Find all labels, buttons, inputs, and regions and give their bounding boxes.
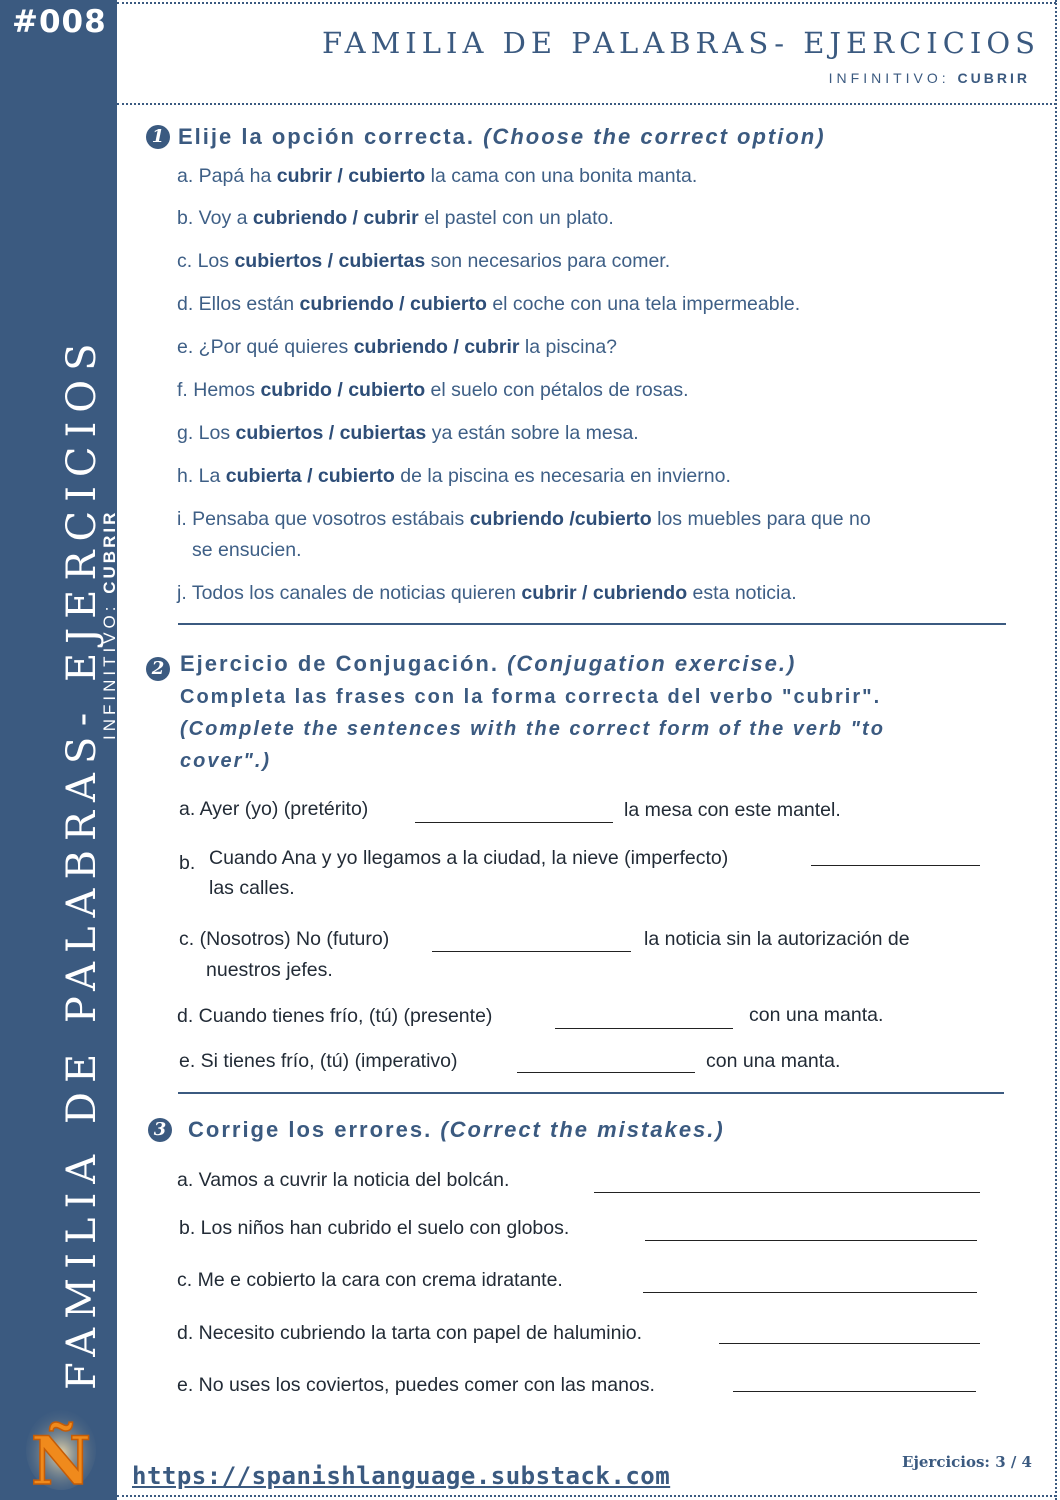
s1-item-i-options: cubriendo /cubierto (469, 508, 652, 530)
s1-item-f (177, 379, 689, 402)
s2-item-b-blank[interactable] (811, 865, 980, 866)
s2-item-e-blank[interactable] (517, 1072, 695, 1073)
s2-item-b: Cuando Ana y yo llegamos a la ciudad, la nieve (imperfecto) (209, 847, 729, 869)
section-3-number: 3 (148, 1118, 172, 1142)
s1-item-e-post: la piscina? (519, 336, 618, 358)
s1-item-b-options: cubriendo / cubrir (252, 207, 419, 229)
section-1-title: Elije la opción correcta. (178, 124, 475, 149)
section-2-number: 2 (146, 657, 170, 681)
s2-item-d-post: con una manta. (749, 1004, 884, 1026)
s3-item-b-blank[interactable] (645, 1240, 977, 1241)
s2-item-d-blank[interactable] (555, 1028, 733, 1029)
s1-item-b (177, 207, 614, 230)
page-number: Ejercicios: 3 / 4 (902, 1453, 1032, 1471)
section-2-divider (178, 1092, 1004, 1094)
issue-badge: #008 (12, 4, 107, 40)
s1-item-e-pre: e. ¿Por qué quieres (177, 336, 354, 358)
s1-item-a-pre: a. Papá ha (177, 165, 277, 187)
section-2-instruction-en-1 (180, 718, 885, 741)
s1-item-i-cont: se ensucien. (192, 539, 302, 561)
s1-item-g-pre: g. Los (177, 422, 236, 444)
section-1-number: 1 (146, 125, 170, 149)
s2-item-c-blank[interactable] (432, 951, 631, 952)
s1-item-c-options: cubiertos / cubiertas (234, 250, 426, 272)
s3-item-d: d. Necesito cubriendo la tarta con papel de haluminio. (177, 1322, 643, 1344)
s2-item-d: d. Cuando tienes frío, (tú) (presente) (177, 1005, 493, 1027)
s3-item-a: a. Vamos a cuvrir la noticia del bolcán. (177, 1169, 510, 1191)
s1-item-h-options: cubierta / cubierto (225, 465, 395, 487)
section-2-instruction-en-1-text: (Complete the sentences with the correct form of the verb "to (180, 718, 885, 740)
section-1-divider (178, 623, 1006, 625)
section-2-instruction-en-2 (180, 750, 271, 773)
s2-item-b-cont: las calles. (209, 877, 295, 899)
vertical-subtitle-verb: CUBRIR (100, 509, 119, 594)
s1-item-b-post: el pastel con un plato. (418, 207, 614, 229)
s1-item-d-pre: d. Ellos están (177, 293, 300, 315)
subtitle-verb: CUBRIR (957, 70, 1030, 86)
section-2-title: Ejercicio de Conjugación. (180, 651, 499, 676)
s1-item-h-post: de la piscina es necesaria en invierno. (394, 465, 731, 487)
s3-item-b: b. Los niños han cubrido el suelo con globos. (179, 1217, 570, 1239)
subtitle-prefix: INFINITIVO: (828, 70, 958, 86)
logo-letter: Ñ (30, 1422, 92, 1490)
section-1-heading (178, 124, 826, 150)
s1-item-e (177, 336, 617, 359)
s1-item-d-options: cubriendo / cubierto (299, 293, 487, 315)
bottom-border (117, 1495, 1056, 1497)
section-3-title-en: (Correct the mistakes.) (440, 1117, 725, 1142)
s3-item-c-blank[interactable] (643, 1292, 977, 1293)
s1-item-a-post: la cama con una bonita manta. (425, 165, 698, 187)
s2-item-a-post: la mesa con este mantel. (624, 799, 841, 821)
s2-item-c-cont: nuestros jefes. (206, 959, 333, 981)
s3-item-a-blank[interactable] (594, 1192, 980, 1193)
section-1-title-en: (Choose the correct option) (483, 124, 826, 149)
header-divider (117, 103, 1056, 105)
s1-item-i (177, 508, 871, 531)
s3-item-e: e. No uses los coviertos, puedes comer con las manos. (177, 1374, 655, 1396)
section-2-instruction: Completa las frases con la forma correcta del verbo "cubrir". (180, 686, 882, 708)
page-subtitle (829, 70, 1030, 86)
s1-item-g-options: cubiertos / cubiertas (235, 422, 427, 444)
s1-item-g (177, 422, 639, 445)
s3-item-d-blank[interactable] (719, 1343, 980, 1344)
section-2-title-en: (Conjugation exercise.) (507, 651, 797, 676)
s1-item-j-options: cubrir / cubriendo (521, 582, 688, 604)
s2-item-e: e. Si tienes frío, (tú) (imperativo) (179, 1050, 458, 1072)
s2-item-e-post: con una manta. (706, 1050, 841, 1072)
section-2-heading (180, 651, 796, 677)
s3-item-e-blank[interactable] (733, 1391, 976, 1392)
s1-item-c-pre: c. Los (177, 250, 235, 272)
s1-item-f-options: cubrido / cubierto (260, 379, 426, 401)
s1-item-b-pre: b. Voy a (177, 207, 253, 229)
footer-url-link[interactable]: https://spanishlanguage.substack.com (132, 1462, 671, 1490)
s1-item-h (177, 465, 731, 488)
s2-item-c: c. (Nosotros) No (futuro) (179, 928, 390, 950)
s1-item-e-options: cubriendo / cubrir (353, 336, 520, 358)
s2-item-c-post: la noticia sin la autorización de (644, 928, 910, 950)
s1-item-j-post: esta noticia. (687, 582, 797, 604)
s1-item-c-post: son necesarios para comer. (425, 250, 671, 272)
s1-item-d-post: el coche con una tela impermeable. (486, 293, 801, 315)
vertical-title (60, 334, 120, 1390)
section-3-heading (188, 1117, 725, 1143)
page-title: FAMILIA DE PALABRAS- EJERCICIOS (322, 26, 1040, 60)
s1-item-j-pre: j. Todos los canales de noticias quieren (177, 582, 522, 604)
s1-item-i-post: los muebles para que no (651, 508, 871, 530)
s1-item-i-pre: i. Pensaba que vosotros estábais (177, 508, 470, 530)
enye-logo-icon (26, 1400, 96, 1490)
s1-item-a-options: cubrir / cubierto (276, 165, 426, 187)
s2-item-a: a. Ayer (yo) (pretérito) (179, 798, 369, 820)
section-2-instruction-en-2-text: cover".) (180, 750, 272, 772)
s1-item-h-pre: h. La (177, 465, 226, 487)
s1-item-f-pre: f. Hemos (177, 379, 261, 401)
s2-item-a-blank[interactable] (415, 822, 613, 823)
vertical-title-text: FAMILIA DE PALABRAS- EJERCICIOS (59, 334, 105, 1390)
s1-item-f-post: el suelo con pétalos de rosas. (425, 379, 689, 401)
s1-item-j (177, 582, 797, 605)
s3-item-c: c. Me e cobierto la cara con crema idratante. (177, 1269, 563, 1291)
top-border (117, 2, 1056, 4)
s2-item-b-letter: b. (179, 852, 196, 874)
sidebar (0, 0, 117, 1500)
vertical-subtitle-prefix: INFINITIVO: (100, 593, 119, 740)
s1-item-d (177, 293, 800, 316)
right-border (1055, 0, 1057, 1500)
s1-item-a (177, 165, 697, 188)
s1-item-c (177, 250, 670, 273)
section-3-title: Corrige los errores. (188, 1117, 433, 1142)
s1-item-g-post: ya están sobre la mesa. (426, 422, 639, 444)
